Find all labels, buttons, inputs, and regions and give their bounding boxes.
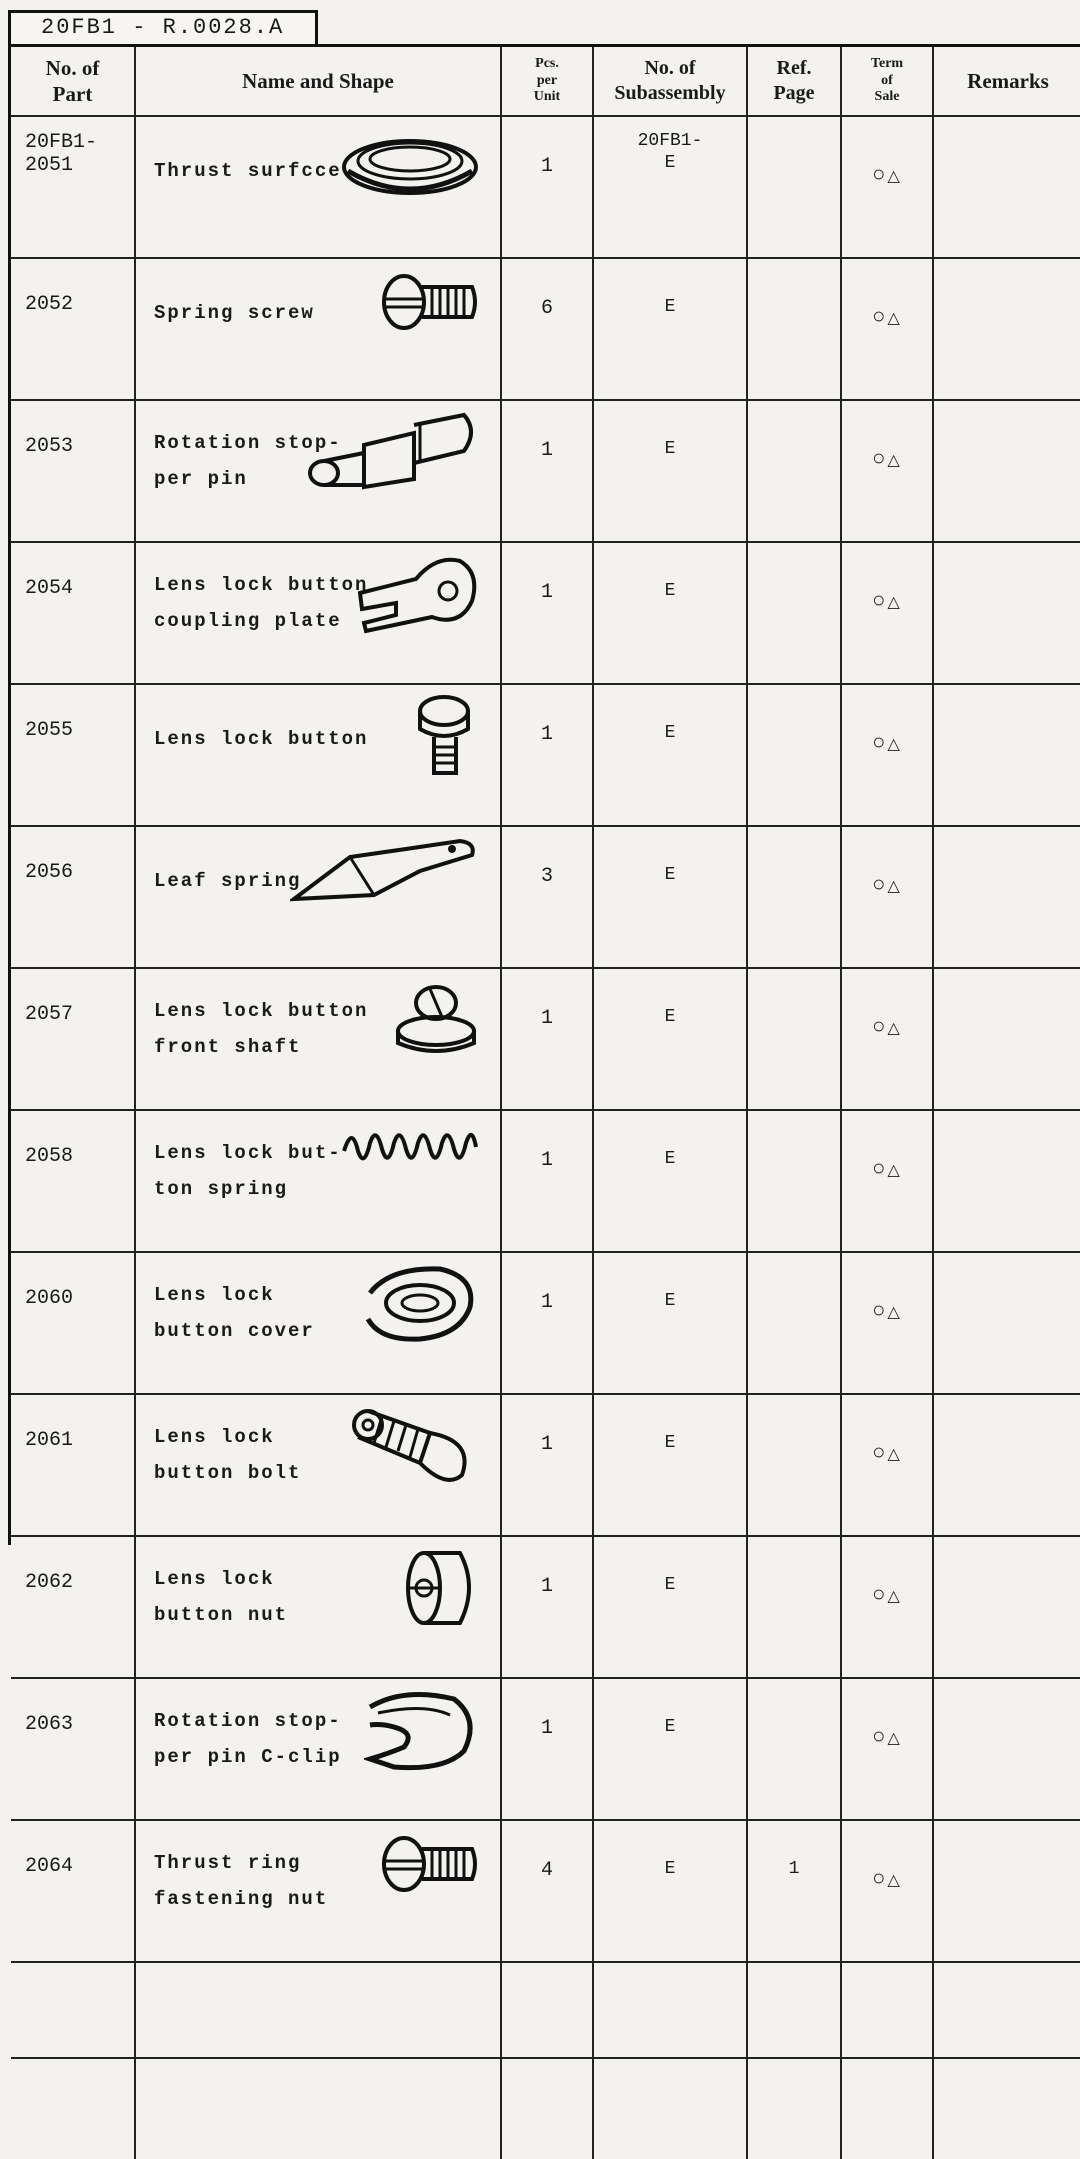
part-name-shape (135, 1820, 501, 1962)
term-of-sale (841, 116, 933, 258)
part-name-shape (135, 400, 501, 542)
part-name: Rotation stop- per pin C-clip (154, 1710, 342, 1768)
pcs-per-unit: 1 (501, 684, 593, 826)
circle-mark: ○ (872, 1867, 888, 1892)
subassembly-no: E (593, 1820, 747, 1962)
part-name-shape (135, 116, 501, 258)
remarks-cell (933, 968, 1080, 1110)
ref-page (747, 1252, 841, 1394)
remarks-cell (933, 684, 1080, 826)
empty-cell (933, 1962, 1080, 2058)
empty-row (11, 2058, 1080, 2159)
pcs-per-unit: 1 (501, 1394, 593, 1536)
ref-page (747, 684, 841, 826)
part-number: 2056 (11, 826, 135, 968)
table-row (11, 1394, 1080, 1536)
part-number: 2060 (11, 1252, 135, 1394)
triangle-mark: △ (887, 1588, 902, 1606)
part-number: 20FB1- 2051 (11, 116, 135, 258)
remarks-cell (933, 1110, 1080, 1252)
remarks-cell (933, 258, 1080, 400)
pcs-per-unit: 1 (501, 1110, 593, 1252)
part-name: Lens lock button bolt (154, 1426, 302, 1484)
part-number: 2054 (11, 542, 135, 684)
part-name: Lens lock button cover (154, 1284, 315, 1342)
triangle-mark: △ (887, 310, 902, 328)
table-row (11, 1252, 1080, 1394)
part-number: 2063 (11, 1678, 135, 1820)
pcs-per-unit: 4 (501, 1820, 593, 1962)
pcs-per-unit: 1 (501, 1252, 593, 1394)
subassembly-no: 20FB1- E (593, 116, 747, 258)
empty-cell (501, 1962, 593, 2058)
remarks-cell (933, 1536, 1080, 1678)
triangle-mark: △ (887, 168, 902, 186)
subassembly-no: E (593, 968, 747, 1110)
part-number: 2064 (11, 1820, 135, 1962)
remarks-cell (933, 400, 1080, 542)
table-row (11, 1820, 1080, 1962)
part-number: 2057 (11, 968, 135, 1110)
part-number: 2061 (11, 1394, 135, 1536)
pcs-per-unit: 6 (501, 258, 593, 400)
ref-page (747, 1110, 841, 1252)
part-name: Thrust surfcce (154, 160, 342, 182)
ref-page (747, 1394, 841, 1536)
part-name-shape (135, 1536, 501, 1678)
subassembly-no: E (593, 826, 747, 968)
empty-cell (593, 1962, 747, 2058)
circle-mark: ○ (872, 163, 888, 188)
header-row (11, 47, 1080, 116)
part-name: Lens lock but- ton spring (154, 1142, 342, 1200)
table-row (11, 1110, 1080, 1252)
term-of-sale (841, 1394, 933, 1536)
empty-cell (841, 1962, 933, 2058)
empty-cell (11, 1962, 135, 2058)
remarks-cell (933, 1252, 1080, 1394)
part-name: Rotation stop- per pin (154, 432, 342, 490)
header-remarks: Remarks (933, 47, 1080, 116)
table-row (11, 684, 1080, 826)
part-name: Spring screw (154, 302, 315, 324)
triangle-mark: △ (887, 736, 902, 754)
part-name-shape (135, 826, 501, 968)
table-row (11, 1678, 1080, 1820)
circle-mark: ○ (872, 1725, 888, 1750)
triangle-mark: △ (887, 594, 902, 612)
table-row (11, 826, 1080, 968)
term-of-sale (841, 258, 933, 400)
pcs-per-unit: 1 (501, 542, 593, 684)
ref-page (747, 400, 841, 542)
empty-cell (747, 1962, 841, 2058)
term-of-sale (841, 542, 933, 684)
header-term-of-sale: Term of Sale (841, 47, 933, 116)
part-name: Leaf spring (154, 870, 302, 892)
subassembly-no: E (593, 542, 747, 684)
ref-page (747, 1536, 841, 1678)
table-row (11, 968, 1080, 1110)
remarks-cell (933, 826, 1080, 968)
header-ref-page: Ref. Page (747, 47, 841, 116)
pcs-per-unit: 1 (501, 1678, 593, 1820)
subassembly-no: E (593, 258, 747, 400)
remarks-cell (933, 1394, 1080, 1536)
circle-mark: ○ (872, 1015, 888, 1040)
triangle-mark: △ (887, 1730, 902, 1748)
remarks-cell (933, 542, 1080, 684)
document-id: 20FB1 - R.0028.A (8, 10, 318, 44)
header-part-no: No. of Part (11, 47, 135, 116)
table-row (11, 400, 1080, 542)
circle-mark: ○ (872, 873, 888, 898)
pcs-per-unit: 1 (501, 968, 593, 1110)
subassembly-no: E (593, 1110, 747, 1252)
triangle-mark: △ (887, 1446, 902, 1464)
part-name-shape (135, 258, 501, 400)
term-of-sale (841, 1820, 933, 1962)
circle-mark: ○ (872, 1441, 888, 1466)
circle-mark: ○ (872, 589, 888, 614)
circle-mark: ○ (872, 731, 888, 756)
ref-page (747, 826, 841, 968)
part-name-shape (135, 968, 501, 1110)
pcs-per-unit: 1 (501, 400, 593, 542)
part-number: 2053 (11, 400, 135, 542)
term-of-sale (841, 1252, 933, 1394)
circle-mark: ○ (872, 1583, 888, 1608)
circle-mark: ○ (872, 305, 888, 330)
part-name: Thrust ring fastening nut (154, 1852, 329, 1910)
triangle-mark: △ (887, 1872, 902, 1890)
term-of-sale (841, 1110, 933, 1252)
empty-cell (747, 2058, 841, 2159)
term-of-sale (841, 400, 933, 542)
triangle-mark: △ (887, 1304, 902, 1322)
empty-cell (11, 2058, 135, 2159)
part-name: Lens lock button coupling plate (154, 574, 369, 632)
remarks-cell (933, 1820, 1080, 1962)
header-subassembly: No. of Subassembly (593, 47, 747, 116)
triangle-mark: △ (887, 1162, 902, 1180)
part-name-shape (135, 1252, 501, 1394)
subassembly-no: E (593, 1536, 747, 1678)
part-number: 2062 (11, 1536, 135, 1678)
table-row (11, 116, 1080, 258)
ref-page (747, 258, 841, 400)
term-of-sale (841, 826, 933, 968)
term-of-sale (841, 684, 933, 826)
ref-page (747, 1678, 841, 1820)
table-row (11, 542, 1080, 684)
parts-table-frame (8, 44, 1080, 1910)
remarks-cell (933, 116, 1080, 258)
pcs-per-unit: 1 (501, 116, 593, 258)
triangle-mark: △ (887, 1020, 902, 1038)
subassembly-no: E (593, 684, 747, 826)
part-name-shape (135, 1110, 501, 1252)
circle-mark: ○ (872, 1157, 888, 1182)
circle-mark: ○ (872, 1299, 888, 1324)
header-pcs-per-unit: Pcs. per Unit (501, 47, 593, 116)
part-number: 2052 (11, 258, 135, 400)
empty-cell (135, 2058, 501, 2159)
part-number: 2058 (11, 1110, 135, 1252)
parts-table (11, 47, 1080, 2159)
empty-cell (593, 2058, 747, 2159)
header-name-shape: Name and Shape (135, 47, 501, 116)
part-number: 2055 (11, 684, 135, 826)
subassembly-no: E (593, 1678, 747, 1820)
part-name: Lens lock button front shaft (154, 1000, 369, 1058)
pcs-per-unit: 3 (501, 826, 593, 968)
empty-cell (501, 2058, 593, 2159)
part-name: Lens lock button (154, 728, 369, 750)
term-of-sale (841, 1678, 933, 1820)
part-name: Lens lock button nut (154, 1568, 289, 1626)
term-of-sale (841, 1536, 933, 1678)
ref-page: 1 (747, 1820, 841, 1962)
subassembly-no: E (593, 400, 747, 542)
ref-page (747, 542, 841, 684)
triangle-mark: △ (887, 452, 902, 470)
empty-cell (933, 2058, 1080, 2159)
term-of-sale (841, 968, 933, 1110)
part-name-shape (135, 1394, 501, 1536)
subassembly-no: E (593, 1252, 747, 1394)
subassembly-no: E (593, 1394, 747, 1536)
table-row (11, 258, 1080, 400)
part-name-shape (135, 542, 501, 684)
ref-page (747, 116, 841, 258)
empty-cell (841, 2058, 933, 2159)
empty-row (11, 1962, 1080, 2058)
ref-page (747, 968, 841, 1110)
part-name-shape (135, 1678, 501, 1820)
empty-cell (135, 1962, 501, 2058)
part-name-shape (135, 684, 501, 826)
remarks-cell (933, 1678, 1080, 1820)
pcs-per-unit: 1 (501, 1536, 593, 1678)
triangle-mark: △ (887, 878, 902, 896)
circle-mark: ○ (872, 447, 888, 472)
table-row (11, 1536, 1080, 1678)
